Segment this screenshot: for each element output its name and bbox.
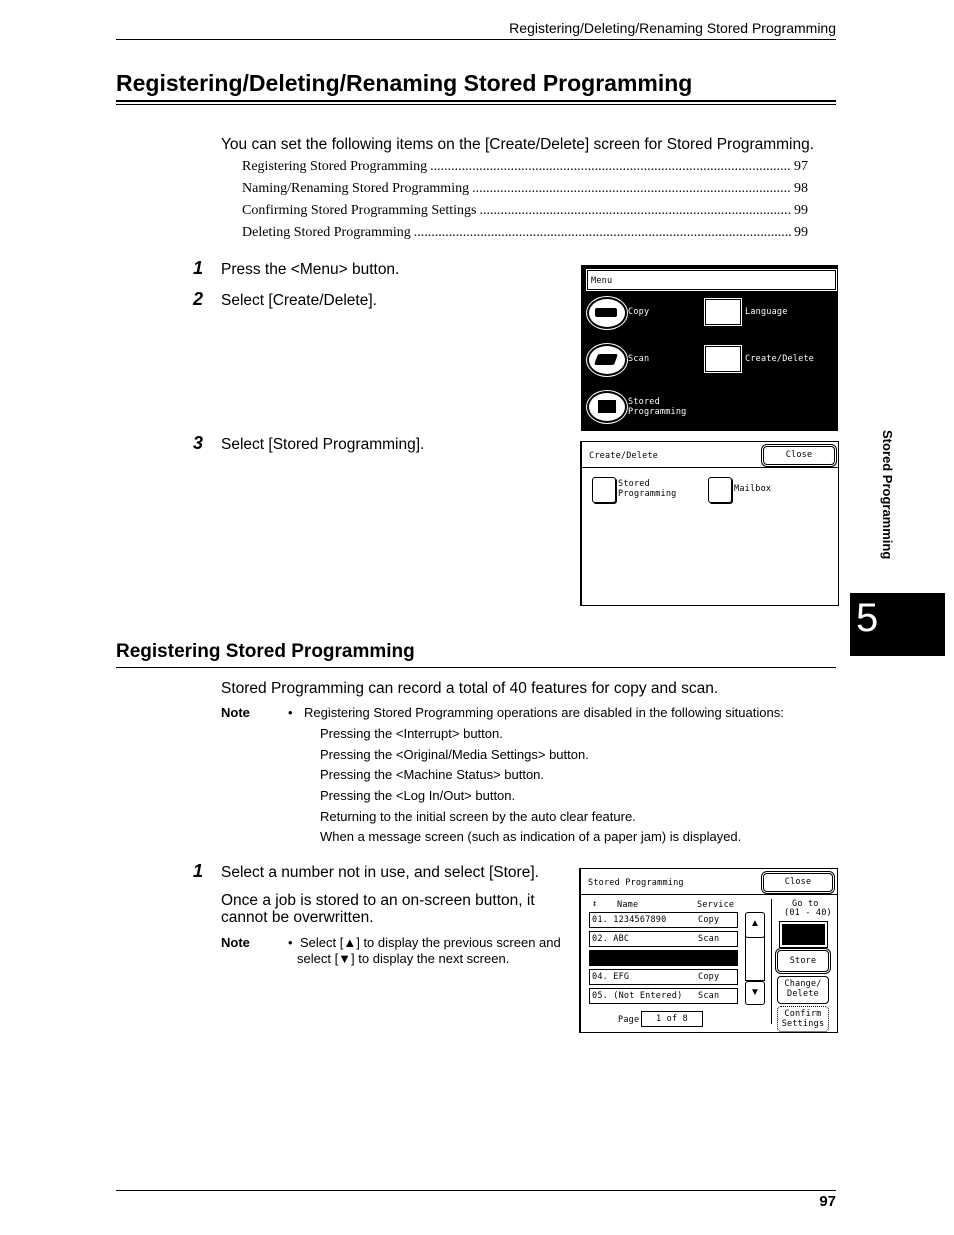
page-indicator: 1 of 8 (641, 1011, 703, 1027)
sort-icon[interactable]: ↕ (592, 899, 598, 909)
note-item: Pressing the <Original/Media Settings> button. (320, 747, 589, 762)
mailbox-label: Mailbox (734, 484, 772, 494)
scan-label: Scan (628, 354, 650, 364)
down-arrow-icon: ▼ (750, 987, 760, 998)
note-text: Select [▲] to display the previous screen and (300, 935, 561, 950)
step-text: Press the <Menu> button. (221, 261, 400, 278)
up-arrow-icon: ▲ (750, 918, 760, 929)
title-rule (116, 100, 836, 102)
page-title: Registering/Deleting/Renaming Stored Programming (116, 70, 693, 96)
language-label: Language (745, 307, 788, 317)
scroll-up-button[interactable] (745, 912, 765, 938)
note-item: Pressing the <Log In/Out> button. (320, 788, 516, 803)
scroll-down-button[interactable] (745, 981, 765, 1005)
note-label: Note (221, 935, 250, 950)
note-text: Registering Stored Programming operations are disabled in the following situations: (304, 705, 784, 720)
chapter-number: 5 (856, 596, 879, 640)
toc-entry[interactable]: Registering Stored Programming ..... 97 (242, 159, 808, 175)
create-delete-screen (580, 441, 839, 606)
step-number: 1 (193, 861, 204, 881)
step-text: Select [Create/Delete]. (221, 292, 377, 309)
create-delete-label: Create/Delete (745, 354, 815, 364)
confirm-settings-button[interactable]: Confirm Settings (777, 1006, 829, 1032)
programming-label: Programming (628, 407, 687, 417)
stored-programming-screen (579, 868, 838, 1033)
note-label: Note (221, 705, 250, 720)
change-delete-button[interactable]: Change/ Delete (777, 976, 829, 1004)
column-divider (771, 899, 772, 1024)
program-row[interactable]: 01. 1234567890 Copy (589, 912, 738, 928)
goto-input-frame[interactable] (779, 921, 828, 948)
step-number: 1 (193, 258, 204, 278)
running-header: Registering/Deleting/Renaming Stored Programming (509, 20, 836, 36)
menu-title: Menu (591, 276, 613, 286)
title-divider (581, 894, 837, 895)
goto-range: (01 - 40) (784, 908, 832, 918)
col-name-header: Name (617, 900, 639, 910)
toc-entry[interactable]: Confirming Stored Programming Settings ..... 99 (242, 203, 808, 219)
copy-icon[interactable] (587, 297, 627, 329)
program-row[interactable]: 04. EFG Copy (589, 969, 738, 985)
mailbox-button[interactable] (708, 477, 732, 503)
programming-label: Programming (618, 489, 677, 499)
page-number: 97 (819, 1193, 836, 1210)
screen-title: Create/Delete (589, 451, 659, 461)
screen-title: Stored Programming (588, 878, 684, 888)
note-text: select [▼] to display the next screen. (297, 951, 510, 966)
title-divider (582, 467, 838, 468)
note-item: Pressing the <Interrupt> button. (320, 726, 503, 741)
bullet: • (288, 935, 293, 950)
footer-rule (116, 1190, 836, 1191)
create-delete-button[interactable] (705, 346, 741, 372)
goto-input[interactable] (782, 924, 825, 945)
stored-label: Stored (618, 479, 650, 489)
toc-entry[interactable]: Deleting Stored Programming ..... 99 (242, 225, 808, 241)
close-button[interactable]: Close (763, 446, 835, 465)
program-row[interactable]: 02. ABC Scan (589, 931, 738, 947)
section-rule (116, 667, 836, 668)
toc-entry[interactable]: Naming/Renaming Stored Programming ..... 98 (242, 181, 808, 197)
stored-programming-button[interactable] (592, 477, 616, 503)
stored-label: Stored (628, 397, 660, 407)
title-rule-thin (116, 104, 836, 105)
step-text: Select a number not in use, and select [Store]. (221, 864, 539, 881)
page-label: Page (618, 1015, 640, 1025)
scrollbar-track[interactable] (745, 936, 765, 981)
col-service-header: Service (697, 900, 735, 910)
note-item: Returning to the initial screen by the auto clear feature. (320, 809, 636, 824)
header-rule (116, 39, 836, 40)
scan-icon[interactable] (587, 344, 627, 376)
store-button[interactable]: Store (777, 950, 829, 972)
program-row[interactable]: 05. (Not Entered) Scan (589, 988, 738, 1004)
step-paragraph: Once a job is stored to an on-screen button, it cannot be overwritten. (221, 892, 535, 926)
note-item: When a message screen (such as indication of a paper jam) is displayed. (320, 829, 742, 844)
bullet: • (288, 705, 293, 720)
close-button[interactable]: Close (763, 873, 833, 892)
section-intro: Stored Programming can record a total of 40 features for copy and scan. (221, 680, 719, 697)
step-number: 3 (193, 433, 204, 453)
program-row-selected[interactable] (589, 950, 738, 966)
step-number: 2 (193, 289, 204, 309)
note-item: Pressing the <Machine Status> button. (320, 767, 545, 782)
chapter-side-label: Stored Programming (880, 430, 895, 560)
section-title: Registering Stored Programming (116, 641, 415, 662)
language-button[interactable] (705, 299, 741, 325)
goto-label: Go to (792, 899, 819, 909)
menu-title-bar (587, 270, 836, 290)
menu-screen (581, 265, 838, 431)
step-text: Select [Stored Programming]. (221, 436, 425, 453)
intro-text: You can set the following items on the [Create/Delete] screen for Stored Programming. (221, 136, 815, 153)
copy-label: Copy (628, 307, 650, 317)
folder-icon[interactable] (587, 391, 627, 423)
